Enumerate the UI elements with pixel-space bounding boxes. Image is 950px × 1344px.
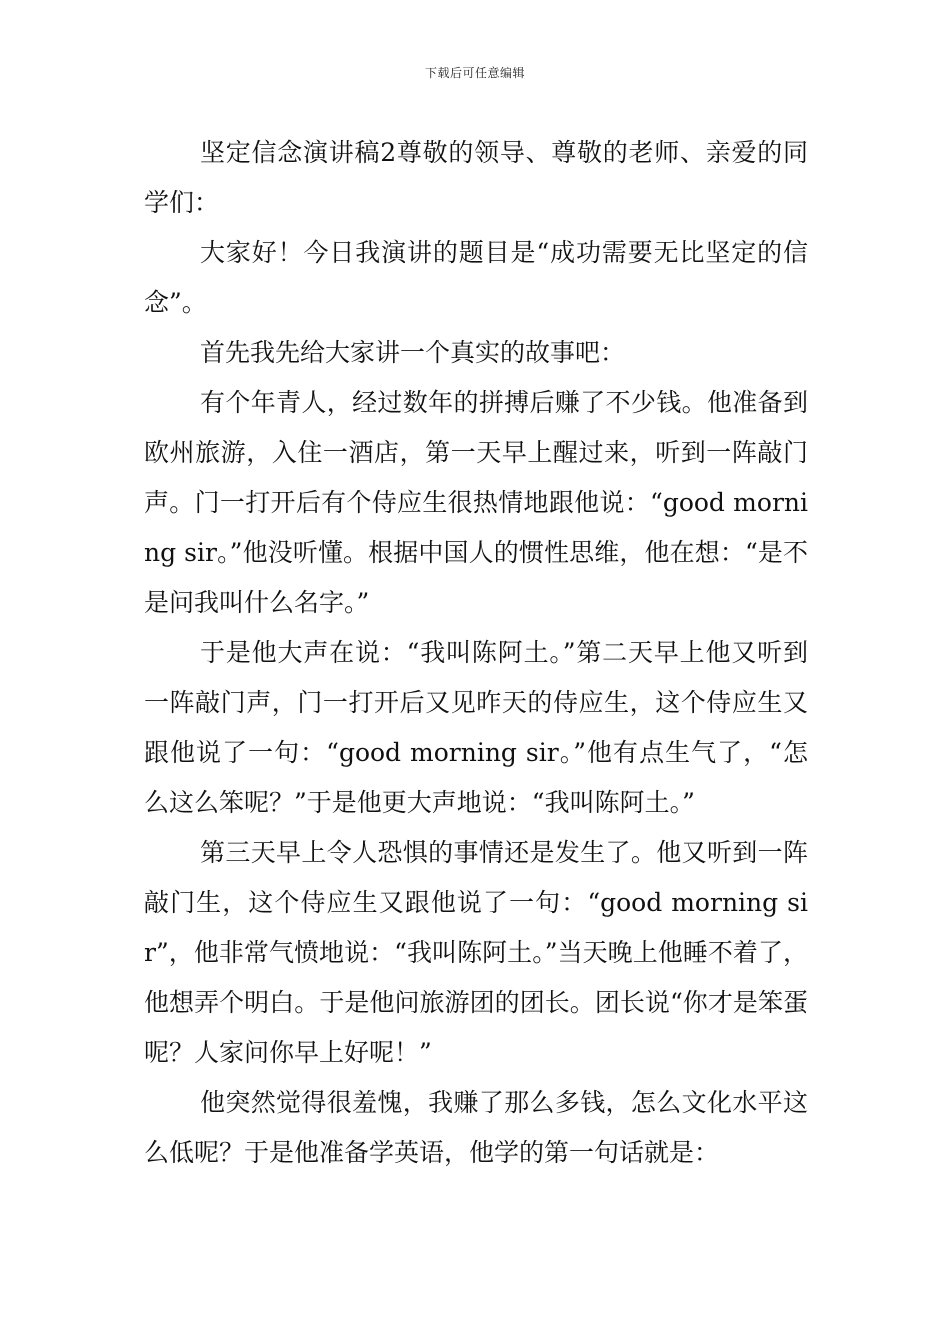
page-header-note: 下载后可任意编辑 (424, 66, 525, 80)
paragraph-story-realization: 他突然觉得很羞愧，我赚了那么多钱，怎么文化水平这么低呢？于是他准备学英语，他学的第一句话就是： (144, 1088, 808, 1167)
paragraph-story-day-three: 第三天早上令人恐惧的事情还是发生了。他又听到一阵敲门生，这个侍应生又跟他说了一句：“good morning sir”，他非常气愤地说：“我叫陈阿土。”当天晚上他睡不着了，他想弄个明白。于是他问旅游团的团长。团长说“你才是笨蛋呢？人家问你早上好呢！” (144, 838, 808, 1067)
document-body (144, 128, 808, 1178)
paragraph-title-greeting: 坚定信念演讲稿2尊敬的领导、尊敬的老师、亲爱的同学们： (144, 138, 808, 217)
paragraph-topic: 大家好！今日我演讲的题目是“成功需要无比坚定的信念”。 (144, 238, 808, 317)
paragraph-story-day-one: 有个年青人，经过数年的拼搏后赚了不少钱。他准备到欧州旅游，入住一酒店，第一天早上醒过来，听到一阵敲门声。门一打开后有个侍应生很热情地跟他说：“good morning sir。”他没听懂。根据中国人的惯性思维，他在想：“是不是问我叫什么名字。” (144, 388, 808, 617)
paragraph-story-intro: 首先我先给大家讲一个真实的故事吧： (200, 338, 626, 367)
paragraph-story-day-two: 于是他大声在说：“我叫陈阿土。”第二天早上他又听到一阵敲门声，门一打开后又见昨天的侍应生，这个侍应生又跟他说了一句：“good morning sir。”他有点生气了，“怎么这么笨呢？”于是他更大声地说：“我叫陈阿土。” (144, 638, 808, 817)
